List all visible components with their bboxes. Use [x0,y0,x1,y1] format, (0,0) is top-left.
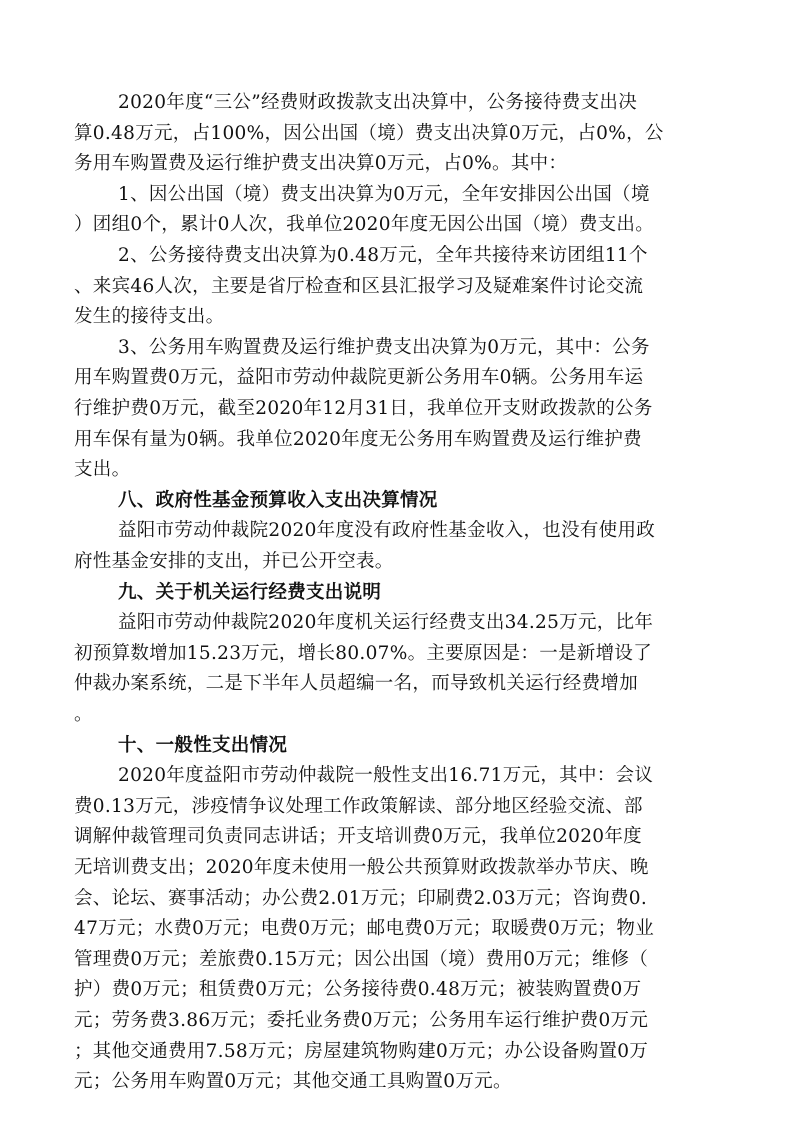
text-line: 会、论坛、赛事活动；办公费2.01万元；印刷费2.03万元；咨询费0. [74,887,648,909]
text-line: 初预算数增加15.23万元，增长80.07%。主要原因是：一是新增设了 [74,642,653,664]
text-line: 调解仲裁管理司负责同志讲话；开支培训费0万元，我单位2020年度 [74,826,642,848]
text-line: 府性基金安排的支出，并已公开空表。 [74,551,394,572]
text-line: 益阳市劳动仲裁院2020年度没有政府性基金收入，也没有使用政 [118,520,656,542]
text-line: 用车购置费0万元，益阳市劳动仲裁院更新公务用车0辆。公务用车运 [74,367,644,389]
text-line: 47万元；水费0万元；电费0万元；邮电费0万元；取暖费0万元；物业 [74,918,655,940]
text-line: 务用车购置费及运行维护费支出决算0万元，占0%。其中： [74,153,568,175]
text-line: 仲裁办案系统，二是下半年人员超编一名，而导致机关运行经费增加 [74,673,639,695]
text-line: 元；劳务费3.86万元；委托业务费0万元；公务用车运行维护费0万元 [74,1010,649,1031]
text-line: 发生的接待支出。 [74,306,225,328]
text-line: 费0.13万元，涉疫情争议处理工作政策解读、部分地区经验交流、部 [74,795,643,817]
text-line: 3、公务用车购置费及运行维护费支出决算为0万元，其中：公务 [118,336,650,358]
text-line: 支出。 [74,459,131,481]
text-line: 益阳市劳动仲裁院2020年度机关运行经费支出34.25万元，比年 [118,612,654,634]
text-line: 行维护费0万元，截至2020年12月31日，我单位开支财政拨款的公务 [74,398,653,419]
text-line: 、来宾46人次，主要是省厅检查和区县汇报学习及疑难案件讨论交流 [74,275,644,297]
text-line: 护）费0万元；租赁费0万元；公务接待费0.48万元；被装购置费0万 [74,979,642,1001]
text-line: 元；公务用车购置0万元；其他交通工具购置0万元。 [74,1071,512,1093]
text-line: 。 [74,704,93,725]
text-line: 管理费0万元；差旅费0.15万元；因公出国（境）费用0万元；维修（ [74,948,649,970]
text-line: ；其他交通费用7.58万元；房屋建筑物购建0万元；办公设备购置0万 [74,1040,649,1062]
section-heading: 八、政府性基金预算收入支出决算情况 [118,489,438,511]
section-heading: 九、关于机关运行经费支出说明 [118,581,382,603]
text-line: 2020年度“三公”经费财政拨款支出决算中，公务接待费支出决 [118,92,637,113]
text-line: 2、公务接待费支出决算为0.48万元，全年共接待来访团组11个 [118,245,648,266]
text-line: 1、因公出国（境）费支出决算为0万元，全年安排因公出国（境 [118,183,650,205]
text-line: 2020年度益阳市劳动仲裁院一般性支出16.71万元，其中：会议 [118,765,654,787]
text-line: ）团组0个，累计0人次，我单位2020年度无因公出国（境）费支出。 [74,214,655,236]
text-line: 算0.48万元，占100%，因公出国（境）费支出决算0万元，占0%，公 [74,122,664,144]
text-line: 用车保有量为0辆。我单位2020年度无公务用车购置费及运行维护费 [74,428,642,450]
section-heading: 十、一般性支出情况 [118,734,288,756]
text-line: 无培训费支出；2020年度未使用一般公共预算财政拨款举办节庆、晚 [74,857,649,878]
